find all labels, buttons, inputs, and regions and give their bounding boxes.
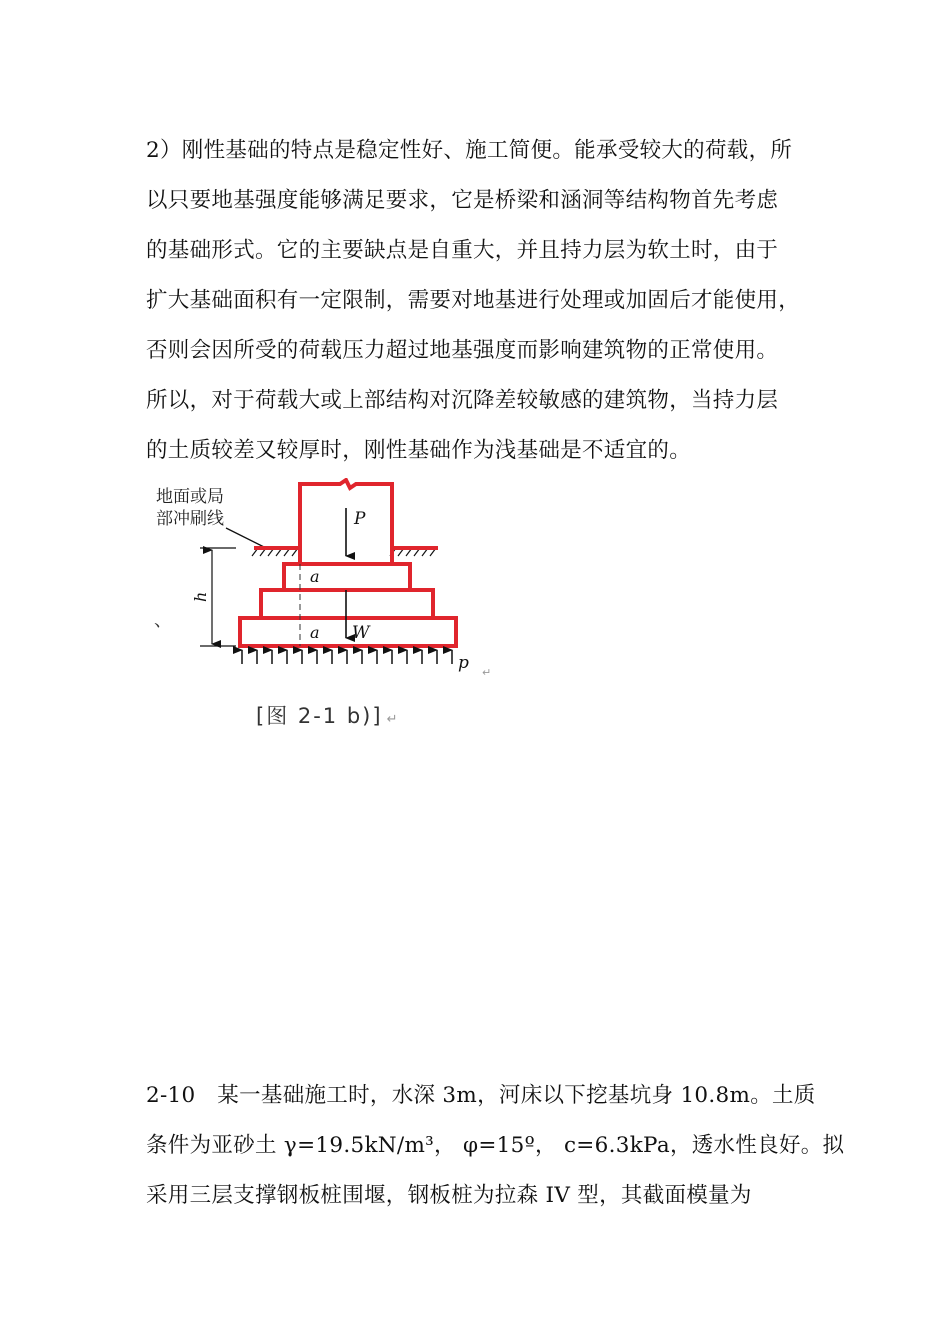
rigid-foundation-diagram bbox=[150, 478, 510, 688]
ground-line-label-1: 地面或局 bbox=[156, 487, 224, 507]
depth-label-h: h bbox=[191, 591, 210, 602]
paragraph-line: 条件为亚砂土 γ=19.5kN/m³， φ=15º， c=6.3kPa，透水性良好。拟 bbox=[146, 1133, 845, 1158]
load-label-P: P bbox=[354, 509, 366, 529]
paragraph-line: 所以，对于荷载大或上部结构对沉降差较敏感的建筑物，当持力层 bbox=[146, 388, 779, 413]
paragraph-line: 采用三层支撑钢板桩围堰，钢板桩为拉森 IV 型，其截面模量为 bbox=[146, 1183, 752, 1208]
pressure-label-p: p bbox=[458, 653, 469, 673]
stray-mark: 、 bbox=[154, 610, 172, 631]
paragraph-line: 的基础形式。它的主要缺点是自重大，并且持力层为软土时，由于 bbox=[146, 238, 779, 263]
figure-caption-text: [图 2-1 b)] bbox=[256, 704, 383, 728]
paragraph-line: 2）刚性基础的特点是稳定性好、施工简便。能承受较大的荷载，所 bbox=[146, 138, 793, 163]
paragraph-line: 以只要地基强度能够满足要求，它是桥梁和涵洞等结构物首先考虑 bbox=[146, 188, 779, 213]
return-mark: ↵ bbox=[482, 666, 492, 679]
offset-label-a-top: a bbox=[310, 567, 320, 586]
paragraph-line: 否则会因所受的荷载压力超过地基强度而影响建筑物的正常使用。 bbox=[146, 338, 779, 363]
ground-label-leader bbox=[226, 528, 266, 548]
paragraph-rigid-foundation bbox=[146, 126, 826, 476]
foundation-outline bbox=[240, 480, 456, 646]
paragraph-line: 扩大基础面积有一定限制，需要对地基进行处理或加固后才能使用， bbox=[146, 288, 801, 313]
weight-label-W: W bbox=[352, 623, 370, 643]
offset-label-a-bottom: a bbox=[310, 623, 320, 642]
base-pressure-arrows bbox=[242, 650, 452, 664]
return-mark: ↵ bbox=[386, 712, 400, 727]
paragraph-line: 2-10 某一基础施工时，水深 3m，河床以下挖基坑身 10.8m。土质 bbox=[146, 1083, 816, 1108]
figure-caption bbox=[256, 700, 399, 730]
paragraph-problem-2-10 bbox=[146, 1071, 845, 1221]
ground-line-label-2: 部冲刷线 bbox=[156, 509, 224, 529]
paragraph-line: 的土质较差又较厚时，刚性基础作为浅基础是不适宜的。 bbox=[146, 438, 692, 463]
